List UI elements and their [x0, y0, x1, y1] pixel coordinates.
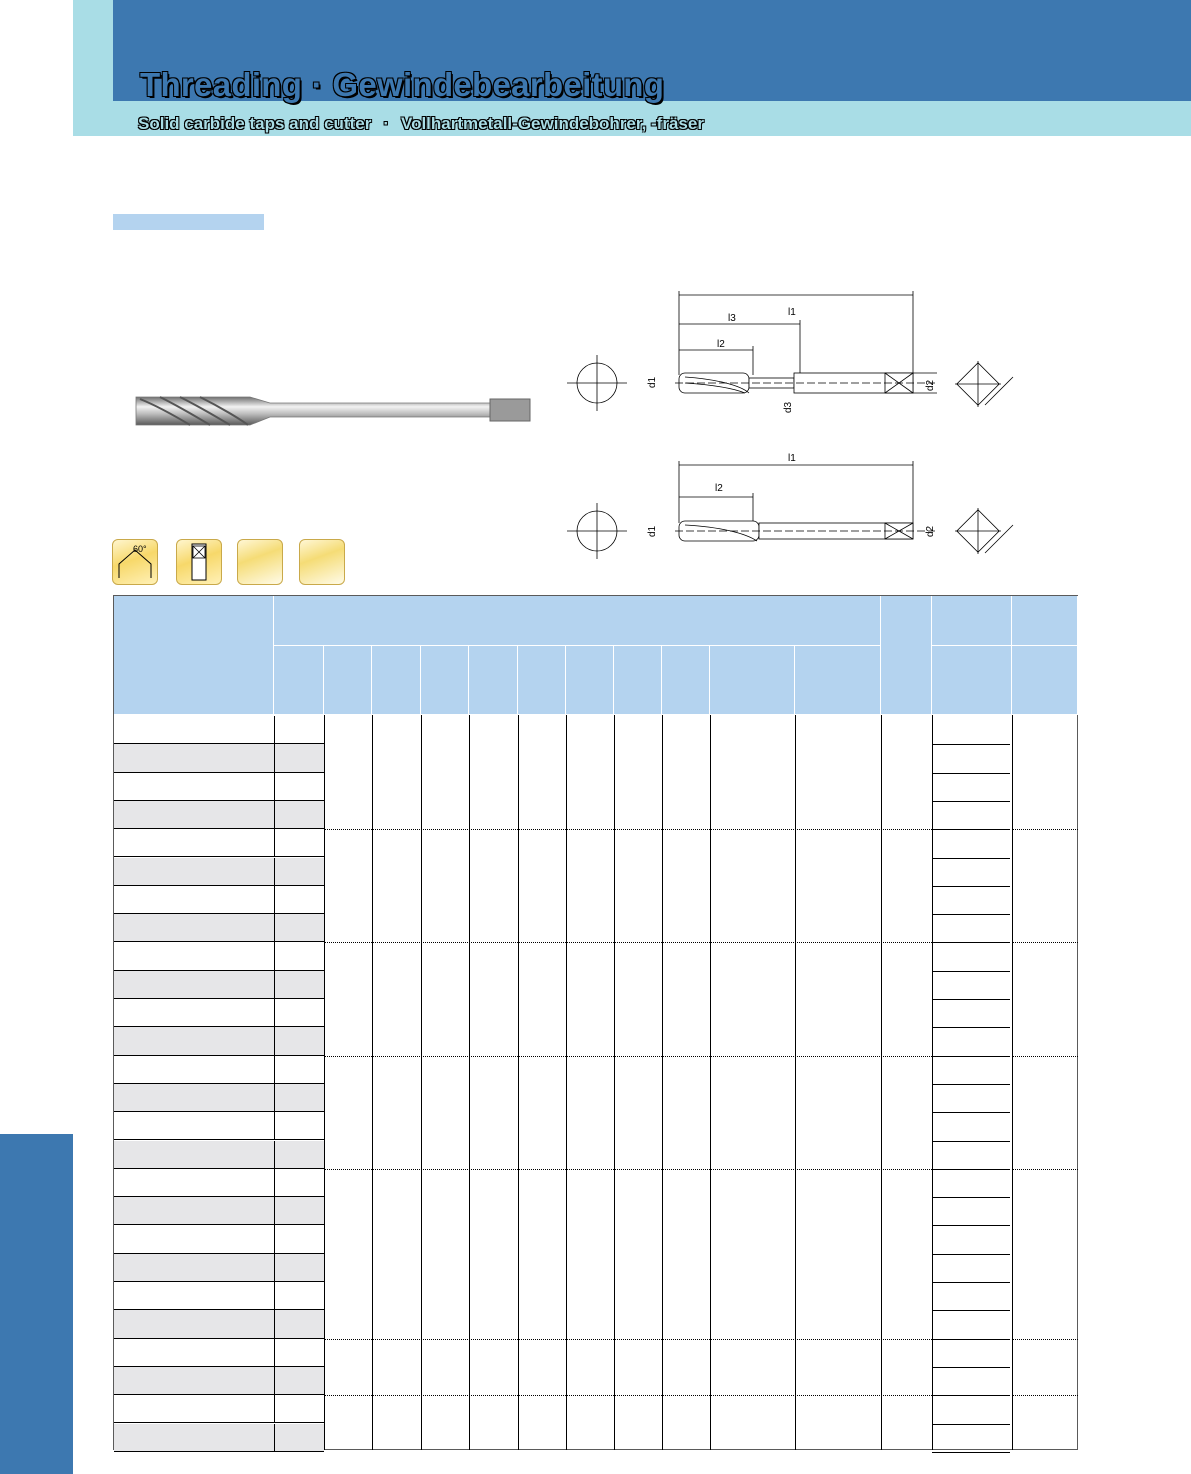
table-row	[114, 1310, 274, 1338]
table-row-divider	[932, 1424, 1010, 1425]
group-divider	[324, 1169, 932, 1170]
table-row-divider	[932, 1056, 1010, 1057]
dim-l2-bottom: l2	[715, 483, 723, 494]
dim-l1-top: l1	[788, 307, 796, 318]
group-divider	[324, 942, 932, 943]
square-shank-icon	[176, 539, 222, 585]
table-row-divider	[932, 1084, 1010, 1085]
table-row-divider	[932, 1197, 1010, 1198]
blank-badge-icon	[237, 539, 283, 585]
tap-photo	[130, 385, 535, 435]
subtitle-english: Solid carbide taps and cutter	[138, 114, 372, 133]
table-row-cell	[274, 1197, 324, 1225]
group-divider	[1012, 942, 1078, 943]
table-row-cell	[274, 914, 324, 942]
table-row	[114, 1084, 274, 1112]
table-row	[114, 971, 274, 999]
table-row	[114, 1056, 274, 1084]
table-row-divider	[932, 1282, 1010, 1283]
table-row-divider	[932, 1310, 1010, 1311]
dim-d2-top: d2	[925, 379, 936, 391]
table-row-cell	[274, 744, 324, 772]
dim-d2-bottom: d2	[925, 525, 936, 537]
thread-angle-60-icon	[112, 539, 158, 585]
table-row	[114, 1395, 274, 1423]
table-row-divider	[932, 858, 1010, 859]
group-divider	[1012, 1169, 1078, 1170]
table-row-divider	[932, 744, 1010, 745]
table-row	[114, 914, 274, 942]
header-cell	[469, 646, 518, 715]
table-row	[114, 773, 274, 801]
column-divider	[614, 715, 615, 1450]
group-divider	[1012, 1339, 1078, 1340]
header-cell	[274, 596, 881, 646]
section-marker	[113, 214, 264, 230]
table-row-cell	[274, 886, 324, 914]
table-row	[114, 1141, 274, 1169]
table-row-cell	[274, 971, 324, 999]
header-accent	[73, 0, 113, 136]
table-row	[114, 886, 274, 914]
column-divider	[324, 715, 325, 1450]
table-row-cell	[274, 716, 324, 744]
subtitle-german: Vollhartmetall-Gewindebohrer, -fräser	[401, 114, 704, 133]
header-cell	[421, 646, 469, 715]
header-cell	[932, 646, 1012, 715]
column-divider	[372, 715, 373, 1450]
table-row-divider	[932, 1169, 1010, 1170]
header-cell	[274, 646, 324, 715]
header-cell	[566, 646, 614, 715]
side-tab	[0, 1134, 73, 1474]
header-cell	[324, 646, 372, 715]
column-divider	[710, 715, 711, 1450]
header-cell	[662, 646, 710, 715]
table-row-divider	[932, 801, 1010, 802]
table-row-cell	[274, 829, 324, 857]
header-cell	[1012, 646, 1078, 715]
table-row	[114, 716, 274, 744]
table-row-divider	[932, 999, 1010, 1000]
page-subtitle	[138, 114, 704, 134]
table-row-divider	[932, 942, 1010, 943]
column-divider	[469, 715, 470, 1450]
table-row-divider	[932, 773, 1010, 774]
table-row-divider	[932, 914, 1010, 915]
table-row	[114, 1367, 274, 1395]
table-row-cell	[274, 1225, 324, 1253]
table-row-divider	[932, 1112, 1010, 1113]
header-cell	[932, 596, 1012, 646]
table-row	[114, 1424, 274, 1452]
dim-d1-top: d1	[647, 376, 658, 388]
header-cell	[795, 646, 881, 715]
table-row	[114, 1254, 274, 1282]
table-row-cell	[274, 858, 324, 886]
column-divider	[795, 715, 796, 1450]
column-divider	[881, 715, 882, 1450]
column-divider	[662, 715, 663, 1450]
table-row	[114, 999, 274, 1027]
column-divider	[566, 715, 567, 1450]
table-row-divider	[932, 1339, 1010, 1340]
dim-l3: l3	[728, 313, 736, 324]
table-row-divider	[932, 971, 1010, 972]
table-row-cell	[274, 1254, 324, 1282]
dim-l1-bottom: l1	[788, 453, 796, 464]
table-row-cell	[274, 1339, 324, 1367]
table-row-divider	[932, 1395, 1010, 1396]
table-row	[114, 942, 274, 970]
table-row-divider	[932, 1225, 1010, 1226]
group-divider	[1012, 1056, 1078, 1057]
table-row-divider	[932, 829, 1010, 830]
table-row-cell	[274, 1310, 324, 1338]
header-cell	[114, 596, 274, 715]
group-divider	[324, 829, 932, 830]
table-row-cell	[274, 1282, 324, 1310]
header-cell	[881, 596, 932, 715]
table-row	[114, 1225, 274, 1253]
group-divider	[324, 1056, 932, 1057]
table-row-divider	[932, 1367, 1010, 1368]
group-divider	[1012, 829, 1078, 830]
technical-drawing	[555, 285, 1035, 570]
header-cell	[614, 646, 662, 715]
page-title: Threading · Gewindebearbeitung	[140, 66, 665, 103]
table-row	[114, 1339, 274, 1367]
dim-d1-bottom: d1	[647, 525, 658, 537]
subtitle-separator: ·	[383, 114, 389, 133]
group-divider	[324, 1339, 932, 1340]
table-row-cell	[274, 801, 324, 829]
table-row	[114, 1027, 274, 1055]
table-row-cell	[274, 1424, 324, 1452]
dim-d3: d3	[783, 401, 794, 413]
table-row-cell	[274, 1169, 324, 1197]
product-table	[113, 595, 1078, 1450]
header-cell	[710, 646, 795, 715]
table-row-cell	[274, 1084, 324, 1112]
table-row-divider	[932, 1254, 1010, 1255]
group-divider	[1012, 1395, 1078, 1396]
table-row	[114, 1197, 274, 1225]
table-row	[114, 801, 274, 829]
table-row-cell	[274, 773, 324, 801]
table-row-cell	[274, 999, 324, 1027]
blank-badge-icon	[299, 539, 345, 585]
badge-60-label: 60°	[133, 544, 147, 554]
column-divider	[421, 715, 422, 1450]
header-cell	[518, 646, 566, 715]
table-row-divider	[932, 1141, 1010, 1142]
table-row	[114, 744, 274, 772]
table-row-cell	[274, 942, 324, 970]
table-row	[114, 829, 274, 857]
table-row	[114, 1112, 274, 1140]
table-row-cell	[274, 1112, 324, 1140]
dim-l2-top: l2	[717, 339, 725, 350]
column-divider	[518, 715, 519, 1450]
header-cell	[372, 646, 421, 715]
table-row-divider	[932, 1027, 1010, 1028]
table-row-cell	[274, 1027, 324, 1055]
table-row	[114, 1169, 274, 1197]
header-cell	[1012, 596, 1078, 646]
group-divider	[324, 1395, 932, 1396]
table-row-divider	[932, 1452, 1010, 1453]
table-row-divider	[932, 886, 1010, 887]
table-row-cell	[274, 1056, 324, 1084]
table-row-cell	[274, 1141, 324, 1169]
table-row-cell	[274, 1395, 324, 1423]
column-divider	[1012, 715, 1013, 1450]
table-row-cell	[274, 1367, 324, 1395]
table-row	[114, 858, 274, 886]
column-divider	[932, 715, 933, 1450]
table-row	[114, 1282, 274, 1310]
